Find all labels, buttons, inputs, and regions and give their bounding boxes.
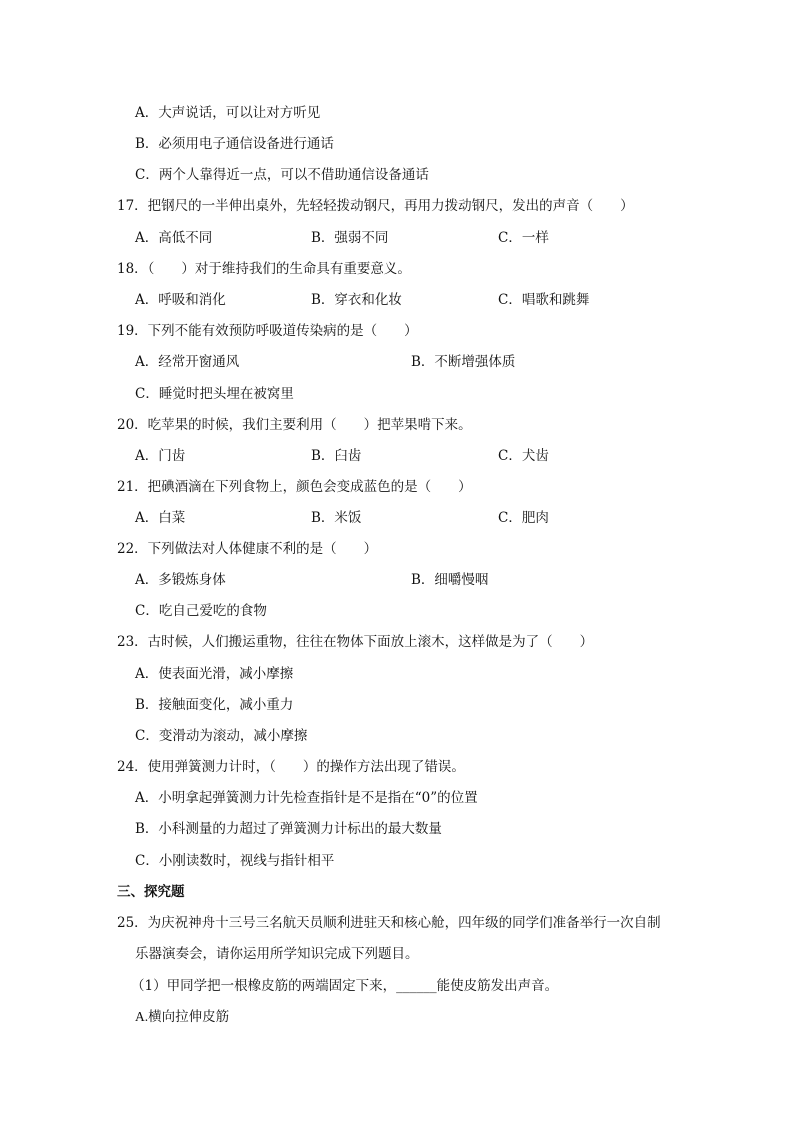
q17-option-c: C．一样: [498, 230, 549, 246]
q25-sub1-option-a: A.横向拉伸皮筋: [135, 1009, 230, 1024]
section-title: 三、探究题: [117, 884, 185, 900]
q16-option-b: B．必须用电子通信设备进行通话: [135, 136, 334, 152]
q18-option-c: C．唱歌和跳舞: [498, 292, 590, 308]
q17-options: [135, 228, 735, 248]
q20-option-a: A．门齿: [135, 448, 186, 464]
q24-option-a: A．小明拿起弹簧测力计先检查指针是不是指在“0”的位置: [135, 790, 478, 806]
q21-options: [135, 508, 735, 528]
q23-option-c: C．变滑动为滚动，减小摩擦: [135, 728, 308, 744]
q19-options-row1: [135, 352, 735, 372]
q16-option-a: A．大声说话，可以让对方听见: [135, 105, 321, 121]
q20-stem: 20．吃苹果的时候，我们主要利用（ ）把苹果啃下来。: [117, 417, 472, 433]
q21-stem: 21．把碘酒滴在下列食物上，颜色会变成蓝色的是（ ）: [117, 479, 472, 495]
q18-stem: 18．（ ）对于维持我们的生命具有重要意义。: [117, 261, 411, 277]
q22-options-row1: [135, 570, 735, 590]
q25-stem-line2: 乐器演奏会，请你运用所学知识完成下列题目。: [135, 946, 419, 962]
q19-option-c: C．睡觉时把头埋在被窝里: [135, 386, 294, 402]
q22-option-c: C．吃自己爱吃的食物: [135, 603, 267, 619]
q23-stem: 23．古时候，人们搬运重物，往往在物体下面放上滚木，这样做是为了（ ）: [117, 634, 594, 650]
q19-option-b: B．不断增强体质: [411, 354, 516, 370]
q20-option-c: C．犬齿: [498, 448, 549, 464]
q25-stem-line1: 25．为庆祝神舟十三号三名航天员顺利进驻天和核心舱，四年级的同学们准备举行一次自制: [117, 915, 661, 931]
q23-option-b: B．接触面变化，减小重力: [135, 697, 294, 713]
q17-stem: 17．把钢尺的一半伸出桌外，先轻轻拨动钢尺，再用力拨动钢尺，发出的声音（ ）: [117, 198, 634, 214]
q21-option-c: C．肥肉: [498, 510, 549, 526]
q19-stem: 19．下列不能有效预防呼吸道传染病的是（ ）: [117, 323, 418, 339]
q19-option-a: A．经常开窗通风: [135, 354, 240, 370]
q24-option-b: B．小科测量的力超过了弹簧测力计标出的最大数量: [135, 821, 442, 837]
q21-option-a: A．白菜: [135, 510, 186, 526]
q21-option-b: B．米饭: [311, 510, 362, 526]
q17-option-b: B．强弱不同: [311, 230, 389, 246]
q22-option-b: B．细嚼慢咽: [411, 572, 489, 588]
q20-option-b: B．臼齿: [311, 448, 362, 464]
q22-stem: 22．下列做法对人体健康不利的是（ ）: [117, 541, 378, 557]
q24-stem: 24．使用弹簧测力计时，（ ）的操作方法出现了错误。: [117, 759, 465, 775]
q17-option-a: A．高低不同: [135, 230, 213, 246]
q18-options: [135, 290, 735, 310]
q23-option-a: A．使表面光滑，减小摩擦: [135, 666, 294, 682]
q22-option-a: A．多锻炼身体: [135, 572, 226, 588]
q25-sub1: （1）甲同学把一根橡皮筋的两端固定下来，______能使皮筋发出声音。: [131, 978, 559, 994]
q20-options: [135, 446, 735, 466]
q18-option-a: A．呼吸和消化: [135, 292, 226, 308]
q24-option-c: C．小刚读数时，视线与指针相平: [135, 853, 335, 869]
q18-option-b: B．穿衣和化妆: [311, 292, 402, 308]
q16-option-c: C．两个人靠得近一点，可以不借助通信设备通话: [135, 167, 429, 183]
